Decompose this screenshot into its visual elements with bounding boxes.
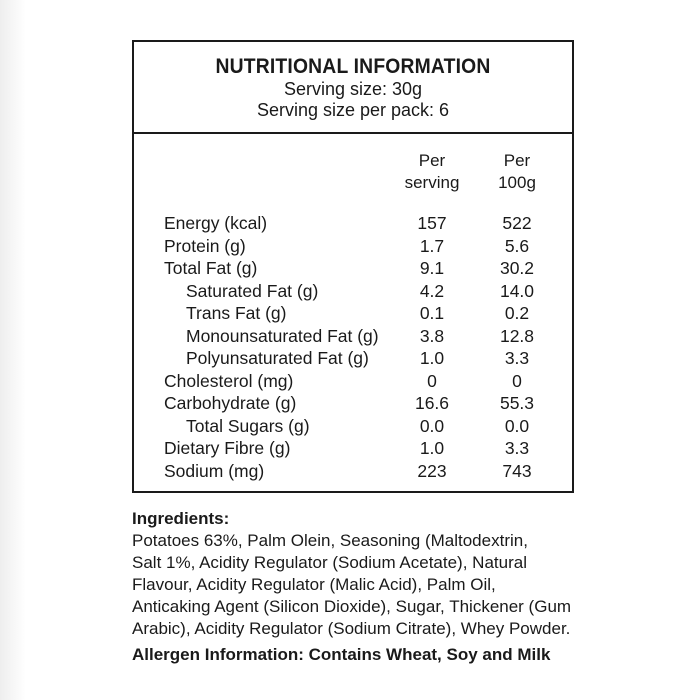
ingredients-section xyxy=(132,508,592,666)
per-100g-value: 522 xyxy=(502,213,532,233)
column-header-per-serving: Per serving xyxy=(404,151,460,192)
per-serving-value: 1.0 xyxy=(419,438,445,458)
per-serving-value: 9.1 xyxy=(419,258,445,278)
per-100g-value: 0.0 xyxy=(504,415,530,436)
per-serving-value: 4.2 xyxy=(419,280,445,301)
table-row xyxy=(134,302,572,325)
table-row xyxy=(134,437,572,460)
per-100g-value: 5.6 xyxy=(504,235,530,256)
ingredients-line: Potatoes 63%, Palm Olein, Seasoning (Maltodextrin, xyxy=(132,531,528,550)
servings-per-pack: Serving size per pack: 6 xyxy=(256,100,450,120)
per-serving-value: 0 xyxy=(427,370,437,391)
table-row xyxy=(134,257,572,280)
nutrient-label: Carbohydrate (g) xyxy=(164,393,297,413)
nutrient-label: Sodium (mg) xyxy=(164,460,265,481)
nutrition-panel xyxy=(132,40,574,493)
per-100g-value: 30.2 xyxy=(499,258,535,278)
table-row xyxy=(134,460,572,483)
table-row xyxy=(134,415,572,438)
ingredients-line: Flavour, Acidity Regulator (Malic Acid), Palm Oil, xyxy=(132,575,496,594)
table-row xyxy=(134,370,572,393)
per-100g-value: 14.0 xyxy=(499,280,535,301)
table-row xyxy=(134,347,572,370)
ingredients-line: Arabic), Acidity Regulator (Sodium Citrate), Whey Powder. xyxy=(132,619,571,638)
nutrient-label: Cholesterol (mg) xyxy=(164,370,294,391)
column-header-per-100g: Per 100g xyxy=(498,151,536,192)
table-row xyxy=(134,325,572,348)
per-serving-value: 157 xyxy=(417,213,447,233)
nutrient-label: Trans Fat (g) xyxy=(186,303,287,323)
nutrient-label: Energy (kcal) xyxy=(164,213,268,233)
table-row xyxy=(134,392,572,415)
per-serving-value: 223 xyxy=(417,460,447,481)
per-serving-value: 0.0 xyxy=(419,415,445,436)
table-row xyxy=(134,212,572,235)
ingredients-line: Anticaking Agent (Silicon Dioxide), Sugar, Thickener (Gum xyxy=(132,597,572,616)
nutrient-label: Protein (g) xyxy=(164,235,246,256)
ingredients-heading: Ingredients: xyxy=(132,509,230,528)
nutrient-rows xyxy=(134,212,572,482)
nutrient-label: Total Sugars (g) xyxy=(186,415,310,436)
ingredients-line: Salt 1%, Acidity Regulator (Sodium Acetate), Natural xyxy=(132,553,527,572)
nutrient-label: Saturated Fat (g) xyxy=(186,280,319,301)
nutrient-label: Total Fat (g) xyxy=(164,258,258,278)
allergen-information: Allergen Information: Contains Wheat, Soy and Milk xyxy=(132,645,551,664)
panel-title: NUTRITIONAL INFORMATION xyxy=(215,55,491,78)
serving-size: Serving size: 30g xyxy=(283,79,423,99)
per-100g-value: 55.3 xyxy=(499,393,535,413)
per-100g-value: 12.8 xyxy=(499,325,535,346)
per-100g-value: 3.3 xyxy=(504,348,530,368)
table-row xyxy=(134,280,572,303)
per-serving-value: 1.7 xyxy=(419,235,445,256)
column-headers xyxy=(134,150,572,200)
table-row xyxy=(134,235,572,258)
nutrient-label: Polyunsaturated Fat (g) xyxy=(186,348,369,368)
page-edge-shadow xyxy=(0,0,26,700)
per-100g-value: 0 xyxy=(512,370,522,391)
per-100g-value: 743 xyxy=(502,460,532,481)
nutrient-label: Monounsaturated Fat (g) xyxy=(186,325,379,346)
per-100g-value: 3.3 xyxy=(504,438,530,458)
per-serving-value: 16.6 xyxy=(414,393,450,413)
nutrient-label: Dietary Fibre (g) xyxy=(164,438,291,458)
per-serving-value: 1.0 xyxy=(419,348,445,368)
per-serving-value: 3.8 xyxy=(419,325,445,346)
per-100g-value: 0.2 xyxy=(504,303,530,323)
panel-header xyxy=(134,42,572,134)
per-serving-value: 0.1 xyxy=(419,303,445,323)
